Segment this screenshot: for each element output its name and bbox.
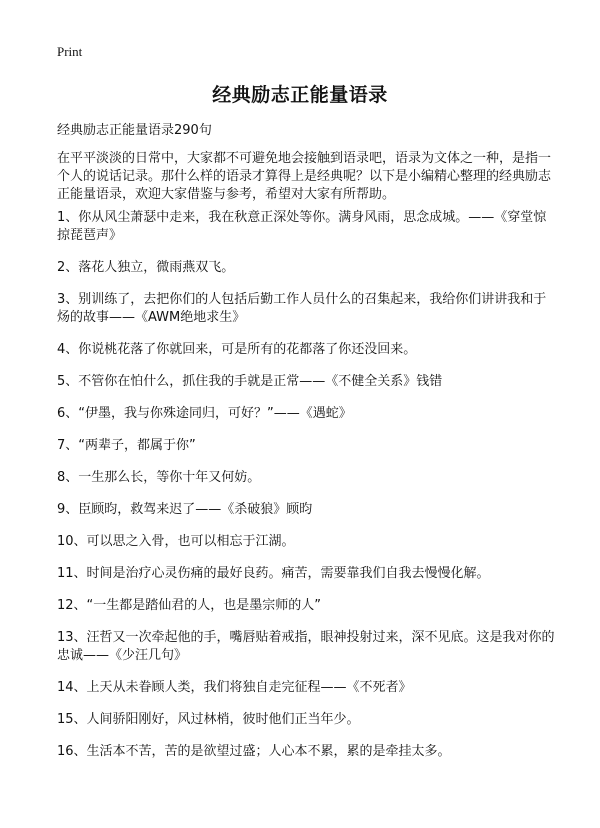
article-subtitle: 经典励志正能量语录290句 — [57, 123, 212, 138]
quote-item: 4、你说桃花落了你就回来，可是所有的花都落了你还没回来。 — [57, 342, 417, 357]
quote-item: 6、“伊墨，我与你殊途同归，可好？”——《遇蛇》 — [57, 406, 352, 421]
quote-item: 2、落花人独立，微雨燕双飞。 — [57, 260, 235, 275]
quote-item: 3、别训练了，去把你们的人包括后勤工作人员什么的召集起来，我给你们讲讲我和于炀的故事——《AWM绝地求生》 — [57, 292, 547, 325]
quote-list — [57, 209, 559, 775]
quote-item: 11、时间是治疗心灵伤痛的最好良药。痛苦，需要靠我们自我去慢慢化解。 — [57, 566, 490, 581]
intro-paragraph: 在平平淡淡的日常中，大家都不可避免地会接触到语录吧，语录为文体之一种，是指一个人的说话记录。那什么样的语录才算得上是经典呢？以下是小编精心整理的经典励志正能量语录，欢迎大家借鉴与参考，希望对大家有所帮助。 — [57, 151, 552, 202]
quote-item: 5、不管你在怕什么，抓住我的手就是正常——《不健全关系》钱错 — [57, 374, 443, 389]
quote-item: 10、可以思之入骨，也可以相忘于江湖。 — [57, 534, 295, 549]
quote-item: 1、你从风尘萧瑟中走来，我在秋意正深处等你。满身风雨，思念成城。——《穿堂惊掠琵琶声》 — [57, 210, 547, 243]
quote-item: 12、“一生都是踏仙君的人，也是墨宗师的人” — [57, 598, 322, 613]
quote-item: 13、汪哲又一次牵起他的手，嘴唇贴着戒指，眼神投射过来，深不见底。这是我对你的忠诚——《少汪几句》 — [57, 630, 555, 663]
quote-item: 7、“两辈子，都属于你” — [57, 438, 196, 453]
print-link[interactable]: Print — [57, 44, 83, 59]
page-title: 经典励志正能量语录 — [212, 84, 388, 106]
quote-item: 14、上天从未眷顾人类，我们将独自走完征程——《不死者》 — [57, 680, 412, 695]
quote-item: 16、生活本不苦，苦的是欲望过盛；人心本不累，累的是牵挂太多。 — [57, 744, 451, 759]
quote-item: 15、人间骄阳刚好，风过林梢，彼时他们正当年少。 — [57, 712, 360, 727]
quote-item: 9、臣顾昀，救驾来迟了——《杀破狼》顾昀 — [57, 502, 313, 517]
quote-item: 8、一生那么长，等你十年又何妨。 — [57, 470, 261, 485]
